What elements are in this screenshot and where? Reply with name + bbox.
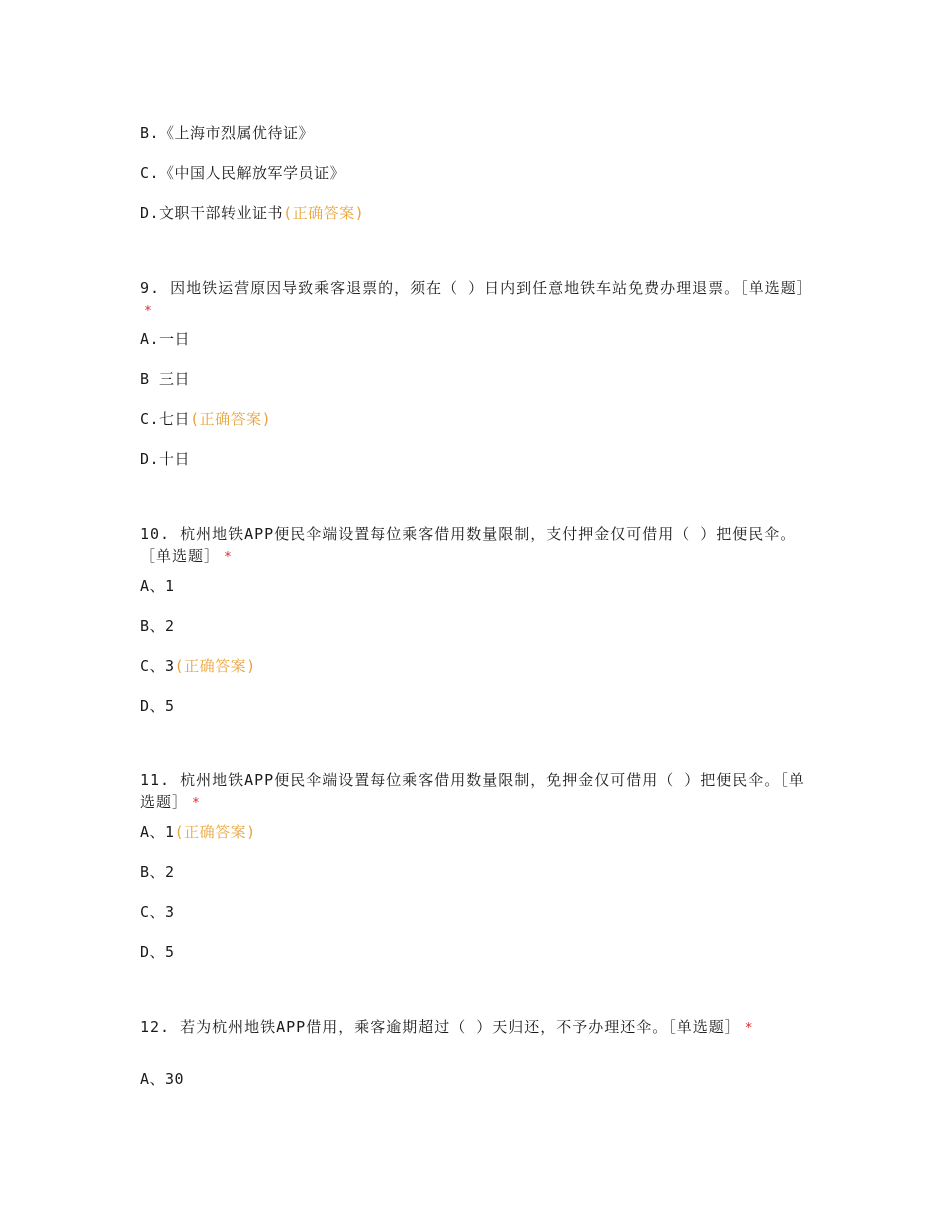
option-q9-c: C.七日(正确答案) [140,410,272,428]
option-q11-d: D、5 [140,943,175,961]
option-q10-b: B、2 [140,617,175,635]
question-11-title: 11. 杭州地铁APP便民伞端设置每位乘客借用数量限制，免押金仅可借用（ ）把便民伞。［单选题］ * [140,771,805,811]
required-mark: * [144,304,153,319]
option-q11-b: B、2 [140,863,175,881]
correct-answer-mark: (正确答案) [174,657,256,675]
option-q12-a: A、30 [140,1070,185,1088]
option-q10-c: C、3(正确答案) [140,657,256,675]
required-mark: * [224,550,233,565]
correct-answer-mark: (正确答案) [283,204,365,222]
question-12-title: 12. 若为杭州地铁APP借用，乘客逾期超过（ ）天归还，不予办理还伞。［单选题］ * [140,1018,754,1036]
question-9-title: 9. 因地铁运营原因导致乘客退票的，须在（ ）日内到任意地铁车站免费办理退票。［单选题］* [140,279,813,319]
option-q11-c: C、3 [140,903,175,921]
option-q8-c: C.《中国人民解放军学员证》 [140,164,346,182]
option-q8-d: D.文职干部转业证书(正确答案) [140,204,365,222]
option-q10-d: D、5 [140,697,175,715]
option-q8-b: B.《上海市烈属优待证》 [140,124,315,142]
option-q9-d: D.十日 [140,450,191,468]
option-q11-a: A、1(正确答案) [140,823,256,841]
option-q9-a: A.一日 [140,330,191,348]
correct-answer-mark: (正确答案) [174,823,256,841]
required-mark: * [192,796,201,811]
option-q9-b: B 三日 [140,370,191,388]
option-q10-a: A、1 [140,577,175,595]
correct-answer-mark: (正确答案) [190,410,272,428]
required-mark: * [744,1021,754,1036]
question-10-title: 10. 杭州地铁APP便民伞端设置每位乘客借用数量限制，支付押金仅可借用（ ）把便民伞。［单选题］ * [140,525,797,565]
